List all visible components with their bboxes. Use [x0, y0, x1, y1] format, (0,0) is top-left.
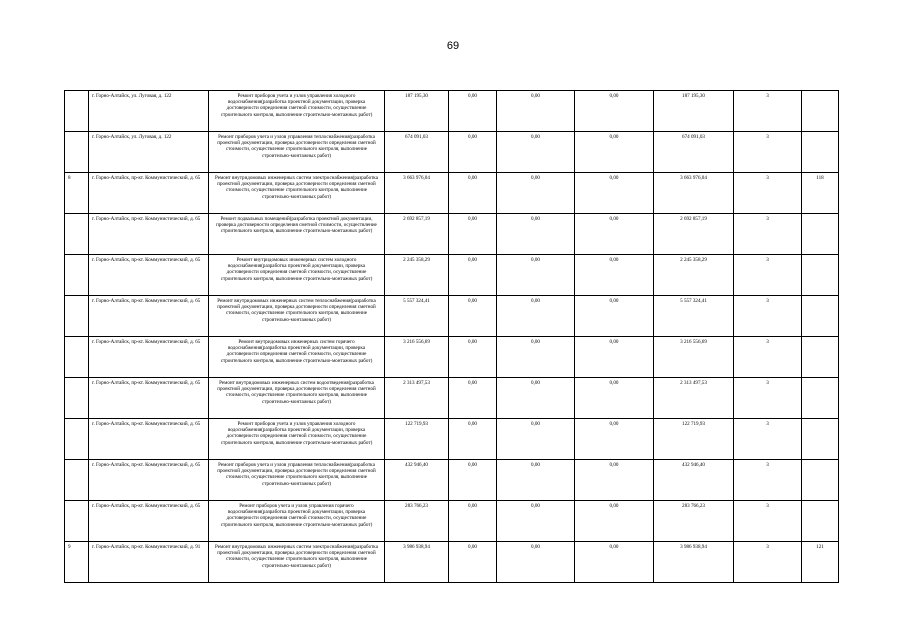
address-cell: г. Горно-Алтайск, пр-кт. Коммунистический, д. 65 — [89, 296, 209, 337]
row-number — [65, 132, 89, 173]
value-cell-2: 0,00 — [497, 173, 575, 214]
value-cell-3: 0,00 — [575, 132, 654, 173]
value-cell-2: 0,00 — [497, 378, 575, 419]
table-row — [65, 255, 839, 296]
term-cell: 3 — [734, 91, 802, 132]
total-cell: 3 216 556,69 — [654, 337, 734, 378]
total-cell: 432 946,40 — [654, 460, 734, 501]
work-description-cell: Ремонт внутридомовых инженерных систем электроснабжения(разработка проектной документации, проверка достоверности определения сметной стоимости, осуществление строительного контроля, выполнение строительно-монтажных работ) — [209, 542, 385, 583]
value-cell-2: 0,00 — [497, 542, 575, 583]
value-cell-3: 0,00 — [575, 542, 654, 583]
amount-cell: 122 719,93 — [385, 419, 449, 460]
value-cell-2: 0,00 — [497, 460, 575, 501]
term-cell: 3 — [734, 296, 802, 337]
value-cell-1: 0,00 — [449, 419, 497, 460]
table-row — [65, 419, 839, 460]
value-cell-3: 0,00 — [575, 173, 654, 214]
value-cell-3: 0,00 — [575, 460, 654, 501]
work-description-cell: Ремонт внутридомовых инженерных систем горячего водоснабжения(разработка проектной документации, проверка достоверности определения сметной стоимости, осуществление строительного контроля, выполнение строительно-монтажных работ) — [209, 337, 385, 378]
term-cell: 3 — [734, 419, 802, 460]
row-number: 9 — [65, 542, 89, 583]
work-description-cell: Ремонт приборов учета и узлов управления теплоснабжения(разработка проектной документации, проверка достоверности определения сметной стоимости, осуществление строительного контроля, выполнение строительно-монтажных работ) — [209, 460, 385, 501]
value-cell-3: 0,00 — [575, 337, 654, 378]
value-cell-2: 0,00 — [497, 132, 575, 173]
value-cell-3: 0,00 — [575, 91, 654, 132]
number-cell — [802, 214, 839, 255]
number-cell — [802, 460, 839, 501]
value-cell-3: 0,00 — [575, 296, 654, 337]
value-cell-1: 0,00 — [449, 214, 497, 255]
amount-cell: 3 986 938,94 — [385, 542, 449, 583]
amount-cell: 674 091,03 — [385, 132, 449, 173]
work-description-cell: Ремонт внутридомовых инженерных систем теплоснабжения(разработка проектной документации, проверка достоверности определения сметной стоимости, осуществление строительного контроля, выполнение строительно-монтажных работ) — [209, 296, 385, 337]
table-row — [65, 378, 839, 419]
number-cell: 121 — [802, 542, 839, 583]
table-row — [65, 542, 839, 583]
total-cell: 283 766,23 — [654, 501, 734, 542]
amount-cell: 2 313 497,53 — [385, 378, 449, 419]
term-cell: 3 — [734, 501, 802, 542]
value-cell-3: 0,00 — [575, 378, 654, 419]
total-cell: 2 692 857,19 — [654, 214, 734, 255]
row-number — [65, 501, 89, 542]
number-cell — [802, 296, 839, 337]
address-cell: г. Горно-Алтайск, пр-кт. Коммунистический, д. 65 — [89, 337, 209, 378]
value-cell-2: 0,00 — [497, 91, 575, 132]
row-number — [65, 337, 89, 378]
address-cell: г. Горно-Алтайск, ул. Луговая, д. 122 — [89, 132, 209, 173]
value-cell-1: 0,00 — [449, 296, 497, 337]
number-cell — [802, 132, 839, 173]
address-cell: г. Горно-Алтайск, пр-кт. Коммунистический, д. 65 — [89, 460, 209, 501]
row-number — [65, 378, 89, 419]
value-cell-2: 0,00 — [497, 419, 575, 460]
row-number — [65, 296, 89, 337]
table-row — [65, 91, 839, 132]
value-cell-2: 0,00 — [497, 501, 575, 542]
table-row — [65, 460, 839, 501]
amount-cell: 187 195,30 — [385, 91, 449, 132]
value-cell-1: 0,00 — [449, 378, 497, 419]
value-cell-2: 0,00 — [497, 296, 575, 337]
number-cell: 118 — [802, 173, 839, 214]
total-cell: 3 663 976,04 — [654, 173, 734, 214]
term-cell: 3 — [734, 132, 802, 173]
total-cell: 3 986 938,94 — [654, 542, 734, 583]
value-cell-1: 0,00 — [449, 173, 497, 214]
value-cell-2: 0,00 — [497, 337, 575, 378]
value-cell-1: 0,00 — [449, 337, 497, 378]
work-description-cell: Ремонт приборов учета и узлов управления холодного водоснабжения(разработка проектной документации, проверка достоверности определения сметной стоимости, осуществление строительного контроля, выполнение строительно-монтажных работ) — [209, 419, 385, 460]
table-row — [65, 132, 839, 173]
value-cell-3: 0,00 — [575, 255, 654, 296]
row-number — [65, 255, 89, 296]
amount-cell: 5 557 324,41 — [385, 296, 449, 337]
table-row — [65, 214, 839, 255]
table-row — [65, 501, 839, 542]
address-cell: г. Горно-Алтайск, пр-кт. Коммунистический, д. 65 — [89, 173, 209, 214]
page-number: 69 — [446, 40, 460, 52]
work-description-cell: Ремонт приборов учета и узлов управления теплоснабжения(разработка проектной документации, проверка достоверности определения сметной стоимости, осуществление строительного контроля, выполнение строительно-монтажных работ) — [209, 132, 385, 173]
term-cell: 3 — [734, 337, 802, 378]
number-cell — [802, 501, 839, 542]
work-description-cell: Ремонт подвальных помещений(разработка проектной документации, проверка достоверности определения сметной стоимости, осуществление строительного контроля, выполнение строительно-монтажных работ) — [209, 214, 385, 255]
row-number — [65, 460, 89, 501]
number-cell — [802, 378, 839, 419]
value-cell-1: 0,00 — [449, 91, 497, 132]
amount-cell: 432 946,40 — [385, 460, 449, 501]
total-cell: 122 719,93 — [654, 419, 734, 460]
value-cell-1: 0,00 — [449, 501, 497, 542]
row-number — [65, 91, 89, 132]
value-cell-1: 0,00 — [449, 542, 497, 583]
work-description-cell: Ремонт приборов учета и узлов управления холодного водоснабжения(разработка проектной документации, проверка достоверности определения сметной стоимости, осуществление строительного контроля, выполнение строительно-монтажных работ) — [209, 91, 385, 132]
total-cell: 5 557 324,41 — [654, 296, 734, 337]
table-row — [65, 296, 839, 337]
value-cell-1: 0,00 — [449, 460, 497, 501]
value-cell-2: 0,00 — [497, 255, 575, 296]
value-cell-1: 0,00 — [449, 132, 497, 173]
amount-cell: 2 692 857,19 — [385, 214, 449, 255]
work-description-cell: Ремонт внутридомовых инженерных систем электроснабжения(разработка проектной документации, проверка достоверности определения сметной стоимости, осуществление строительного контроля, выполнение строительно-монтажных работ) — [209, 173, 385, 214]
address-cell: г. Горно-Алтайск, пр-кт. Коммунистический, д. 91 — [89, 542, 209, 583]
term-cell: 3 — [734, 214, 802, 255]
address-cell: г. Горно-Алтайск, пр-кт. Коммунистический, д. 65 — [89, 501, 209, 542]
term-cell: 3 — [734, 460, 802, 501]
amount-cell: 2 245 358,29 — [385, 255, 449, 296]
value-cell-1: 0,00 — [449, 255, 497, 296]
address-cell: г. Горно-Алтайск, пр-кт. Коммунистический, д. 65 — [89, 255, 209, 296]
address-cell: г. Горно-Алтайск, пр-кт. Коммунистический, д. 65 — [89, 378, 209, 419]
number-cell — [802, 91, 839, 132]
row-number — [65, 419, 89, 460]
total-cell: 674 091,03 — [654, 132, 734, 173]
work-description-cell: Ремонт внутридомовых инженерных систем холодного водоснабжения(разработка проектной документации, проверка достоверности определения сметной стоимости, осуществление строительного контроля, выполнение строительно-монтажных работ) — [209, 255, 385, 296]
term-cell: 3 — [734, 255, 802, 296]
work-description-cell: Ремонт внутридомовых инженерных систем водоотведения(разработка проектной документации, проверка достоверности определения сметной стоимости, осуществление строительного контроля, выполнение строительно-монтажных работ) — [209, 378, 385, 419]
amount-cell: 3 663 976,04 — [385, 173, 449, 214]
value-cell-3: 0,00 — [575, 214, 654, 255]
address-cell: г. Горно-Алтайск, ул. Луговая, д. 122 — [89, 91, 209, 132]
capital-repair-table — [64, 90, 839, 583]
term-cell: 3 — [734, 173, 802, 214]
value-cell-2: 0,00 — [497, 214, 575, 255]
number-cell — [802, 255, 839, 296]
address-cell: г. Горно-Алтайск, пр-кт. Коммунистический, д. 65 — [89, 419, 209, 460]
table-body — [65, 91, 839, 583]
table-row — [65, 337, 839, 378]
value-cell-3: 0,00 — [575, 419, 654, 460]
amount-cell: 283 766,23 — [385, 501, 449, 542]
total-cell: 2 245 358,29 — [654, 255, 734, 296]
term-cell: 3 — [734, 378, 802, 419]
amount-cell: 3 216 556,69 — [385, 337, 449, 378]
number-cell — [802, 337, 839, 378]
work-description-cell: Ремонт приборов учета и узлов управления горячего водоснабжения(разработка проектной документации, проверка достоверности определения сметной стоимости, осуществление строительного контроля, выполнение строительно-монтажных работ) — [209, 501, 385, 542]
address-cell: г. Горно-Алтайск, пр-кт. Коммунистический, д. 65 — [89, 214, 209, 255]
total-cell: 187 195,30 — [654, 91, 734, 132]
total-cell: 2 313 497,53 — [654, 378, 734, 419]
term-cell: 3 — [734, 542, 802, 583]
number-cell — [802, 419, 839, 460]
row-number — [65, 214, 89, 255]
table-row — [65, 173, 839, 214]
row-number: 8 — [65, 173, 89, 214]
value-cell-3: 0,00 — [575, 501, 654, 542]
